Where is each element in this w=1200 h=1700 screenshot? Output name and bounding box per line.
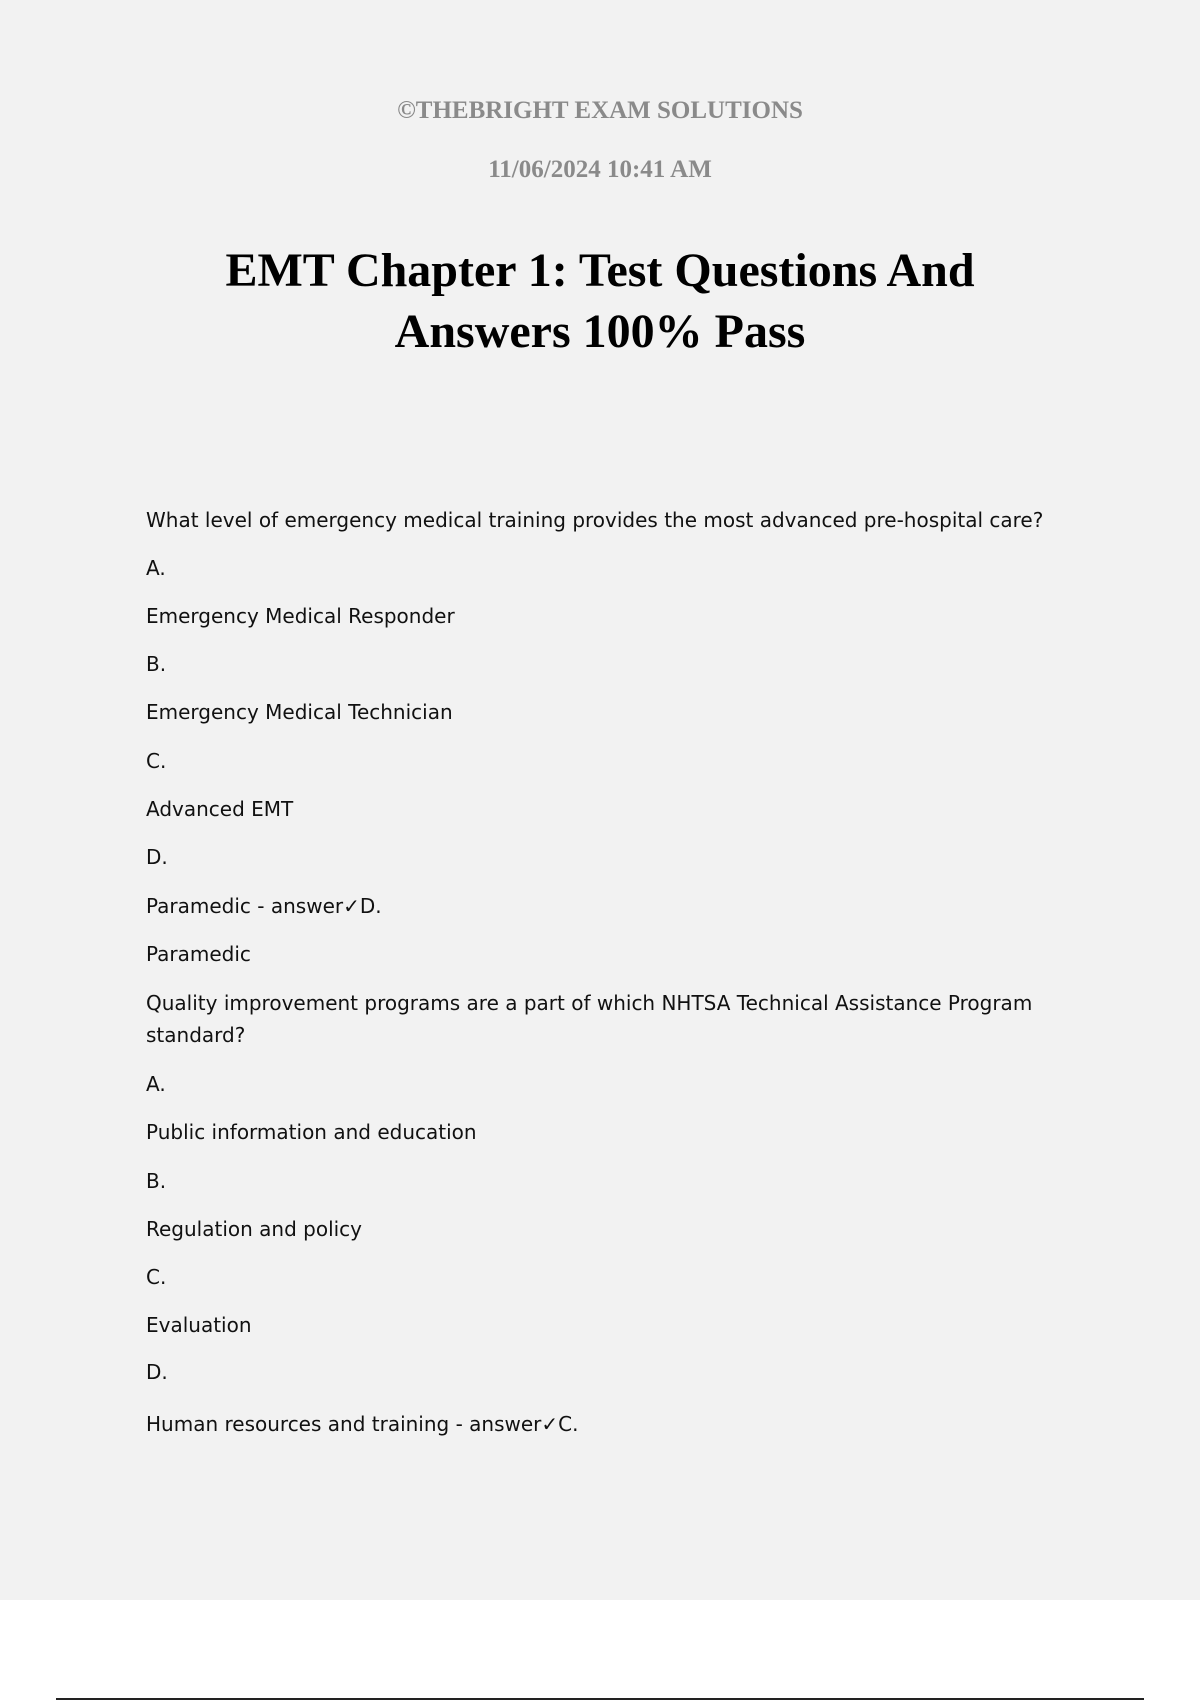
q1-answer-line: Paramedic - answer✓D. — [146, 894, 382, 918]
q2-answer-line: Human resources and training - answer✓C. — [146, 1412, 579, 1436]
q1-option-c-text: Advanced EMT — [146, 797, 294, 821]
document-title — [0, 240, 1200, 362]
q1-answer-text: Paramedic — [146, 942, 251, 966]
datetime-header: 11/06/2024 10:41 AM — [488, 156, 712, 183]
q2-option-c-text: Evaluation — [146, 1313, 252, 1337]
q2-option-a-letter: A. — [146, 1072, 166, 1096]
question-1-text: What level of emergency medical training provides the most advanced pre-hospital care? — [146, 508, 1044, 532]
copyright-header: ©THEBRIGHT EXAM SOLUTIONS — [397, 97, 803, 124]
q2-option-d-letter: D. — [146, 1360, 168, 1384]
q1-option-a-text: Emergency Medical Responder — [146, 604, 455, 628]
q1-option-c-letter: C. — [146, 749, 167, 773]
q2-option-b-letter: B. — [146, 1169, 167, 1193]
q1-option-b-text: Emergency Medical Technician — [146, 700, 453, 724]
q2-option-a-text: Public information and education — [146, 1120, 477, 1144]
title-line-1: EMT Chapter 1: Test Questions And — [225, 244, 975, 297]
q1-option-b-letter: B. — [146, 652, 167, 676]
title-line-2: Answers 100% Pass — [394, 305, 806, 358]
q2-option-b-text: Regulation and policy — [146, 1217, 363, 1241]
question-2-text: Quality improvement programs are a part of which NHTSA Technical Assistance Program standard? — [146, 991, 1033, 1047]
q1-option-a-letter: A. — [146, 556, 166, 580]
q2-option-c-letter: C. — [146, 1265, 167, 1289]
q1-option-d-letter: D. — [146, 845, 168, 869]
